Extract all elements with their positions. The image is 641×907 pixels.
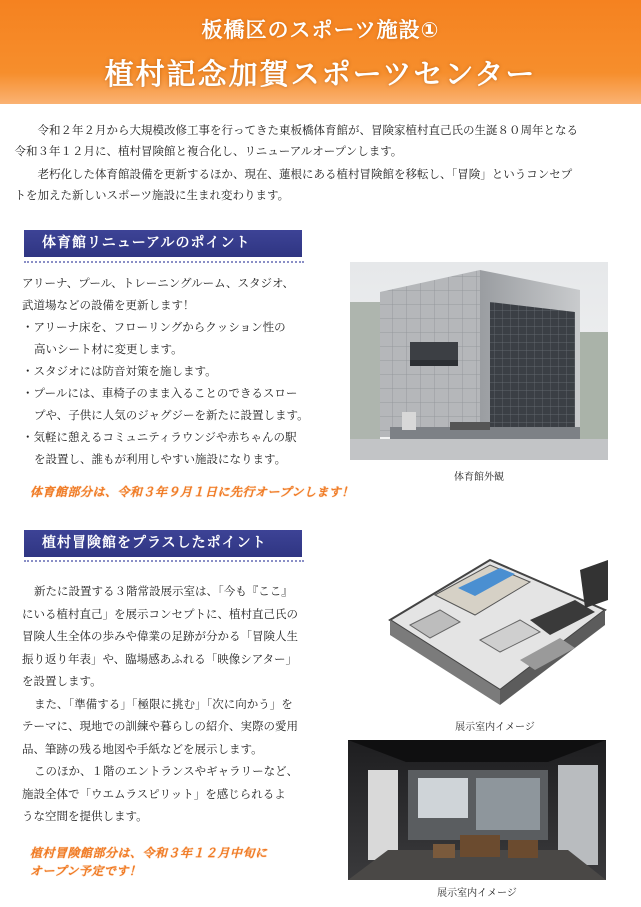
museum-note-line: 植村冒険館部分は、令和３年１２月中旬に bbox=[30, 846, 268, 860]
gym-exterior-photo bbox=[350, 262, 608, 460]
intro-line: 老朽化した体育館設備を更新するほか、現在、蓮根にある植村冒険館を移転し、「冒険」というコンセプ bbox=[37, 167, 573, 181]
intro-line: 令和２年２月から大規模改修工事を行ってきた東板橋体育館が、冒険家植村直己氏の生誕８０周年となる bbox=[37, 123, 578, 137]
gym-line: を設置し、誰もが利用しやすい施設になります。 bbox=[34, 452, 287, 466]
museum-line: このほか、１階のエントランスやギャラリーなど、 bbox=[34, 764, 299, 778]
intro-line: トを加えた新しいスポーツ施設に生まれ変わります。 bbox=[14, 188, 290, 202]
museum-line: うな空間を提供します。 bbox=[22, 809, 148, 823]
section-heading-gym: 体育館リニューアルのポイント bbox=[24, 230, 302, 257]
gym-photo-caption: 体育館外観 bbox=[454, 472, 504, 483]
intro-line: 令和３年１２月に、植村冒険館と複合化し、リニューアルオープンします。 bbox=[14, 144, 403, 158]
museum-line: 新たに設置する３階常設展示室は、「今も『ここ』 bbox=[34, 584, 293, 598]
museum-line: また、「準備する」「極限に挑む」「次に向かう」を bbox=[34, 696, 293, 711]
intro-text bbox=[14, 120, 626, 208]
intro-paragraph-2 bbox=[14, 164, 626, 206]
gym-line: 高いシート材に変更します。 bbox=[34, 342, 183, 356]
header-subtitle: 板橋区のスポーツ施設① bbox=[201, 18, 440, 42]
floorplan-illustration bbox=[380, 540, 610, 710]
gym-line: 武道場などの設備を更新します！ bbox=[22, 298, 195, 312]
museum-note-line: オープン予定です！ bbox=[30, 864, 142, 878]
floorplan-caption: 展示室内イメージ bbox=[455, 722, 535, 733]
museum-line: にいる植村直己」を展示コンセプトに、植村直己氏の bbox=[22, 606, 298, 621]
gym-line: ・スタジオには防音対策を施します。 bbox=[22, 364, 217, 378]
exhibit-floorplan-image bbox=[380, 540, 610, 710]
section-heading-museum: 植村冒険館をプラスしたポイント bbox=[24, 530, 302, 557]
museum-line: 施設全体で「ウエムラスピリット」を感じられるよ bbox=[22, 786, 286, 801]
building-illustration bbox=[350, 262, 608, 460]
museum-line: テーマに、現地での訓練や暮らしの紹介、実際の愛用 bbox=[22, 719, 298, 733]
museum-points-text bbox=[22, 580, 342, 828]
museum-line: 振り返り年表」や、臨場感あふれる「映像シアター」 bbox=[22, 651, 297, 666]
gym-line: ・気軽に憩えるコミュニティラウンジや赤ちゃんの駅 bbox=[22, 430, 297, 444]
section-divider bbox=[24, 261, 304, 263]
museum-line: を設置します。 bbox=[22, 674, 102, 688]
gym-opening-note: 体育館部分は、令和３年９月１日に先行オープンします！ bbox=[30, 485, 354, 499]
header-title: 植村記念加賀スポーツセンター bbox=[104, 57, 537, 91]
museum-line: 冒険人生全体の歩みや偉業の足跡が分かる「冒険人生 bbox=[22, 629, 298, 643]
gym-line: プや、子供に人気のジャグジーを新たに設置します。 bbox=[34, 408, 309, 422]
museum-opening-note bbox=[30, 844, 268, 880]
gym-line: アリーナ、プール、トレーニングルーム、スタジオ、 bbox=[22, 276, 294, 290]
exhibit-interior-image bbox=[348, 740, 606, 880]
gym-line: ・プールには、車椅子のまま入ることのできるスロー bbox=[22, 386, 298, 400]
museum-line: 品、筆跡の残る地図や手紙などを展示します。 bbox=[22, 741, 263, 756]
gym-line: ・アリーナ床を、フローリングからクッション性の bbox=[22, 320, 286, 334]
intro-paragraph-1 bbox=[14, 120, 626, 162]
page-header bbox=[0, 0, 641, 104]
interior-illustration bbox=[348, 740, 606, 880]
interior-caption: 展示室内イメージ bbox=[437, 888, 517, 899]
gym-points-text bbox=[22, 272, 332, 470]
section-divider bbox=[24, 560, 304, 562]
